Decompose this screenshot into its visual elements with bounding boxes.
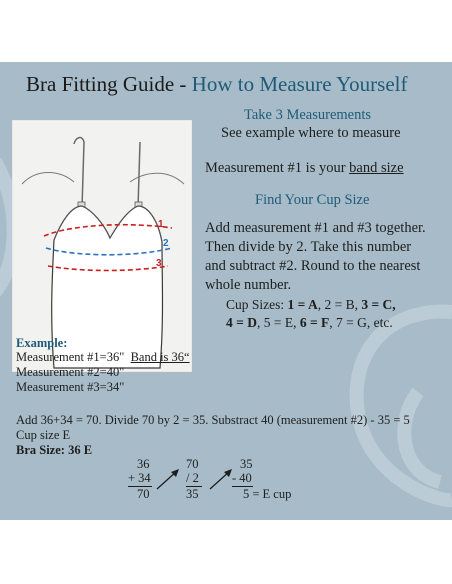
math-col3-result: 5 = E cup [243, 487, 292, 501]
math-col3-top: 35 [240, 457, 253, 471]
arrow-icon [155, 467, 181, 491]
title-accent: How to Measure Yourself [191, 72, 408, 96]
math-col2-result: 35 [186, 487, 199, 501]
instruction-line: Then divide by 2. Take this number [205, 239, 412, 255]
page-title: Bra Fitting Guide - How to Measure Yourself [26, 72, 408, 96]
arrow-icon [208, 467, 234, 491]
cup-sizes-row-1: Cup Sizes: 1 = A, 2 = B, 3 = C, [226, 297, 396, 312]
cup-size-result: Cup size E [16, 428, 71, 442]
example-heading: Example: [16, 336, 68, 350]
take-measurements-heading: Take 3 Measurements [244, 107, 372, 123]
math-col2-mid: / 2 [186, 471, 202, 487]
find-cup-heading: Find Your Cup Size [255, 192, 370, 208]
band-note: Band is 36“ [130, 350, 190, 364]
calculation-text: Add 36+34 = 70. Divide 70 by 2 = 35. Substract 40 (measurement #2) - 35 = 5 [16, 413, 410, 427]
cup-sizes-row-2: 4 = D, 5 = E, 6 = F, 7 = G, etc. [226, 315, 393, 330]
example-line-1: Measurement #1=36" Band is 36“ [16, 350, 190, 364]
math-col1-mid: + 34 [128, 471, 151, 485]
guide-panel [0, 62, 452, 520]
instruction-line: Add measurement #1 and #3 together. [205, 220, 426, 236]
measurement-1-note: Measurement #1 is your band size [205, 160, 404, 176]
math-col1-top: 36 [137, 457, 150, 471]
instruction-line: whole number. [205, 277, 292, 293]
example-line-2: Measurement #2=40" [16, 365, 125, 379]
bra-size-result: Bra Size: 36 E [16, 443, 93, 457]
measurement-label-1: 1 [158, 219, 164, 230]
band-size-text: band size [349, 160, 404, 176]
math-col2-top: 70 [186, 457, 199, 471]
math-col1-result: 70 [137, 487, 150, 501]
math-col3-mid: - 40 [232, 471, 252, 485]
measurement-label-2: 2 [163, 238, 169, 249]
take-measurements-sub: See example where to measure [221, 125, 401, 141]
measurement-label-3: 3 [156, 258, 162, 269]
example-line-3: Measurement #3=34" [16, 380, 125, 394]
instruction-line: and subtract #2. Round to the nearest [205, 258, 421, 274]
